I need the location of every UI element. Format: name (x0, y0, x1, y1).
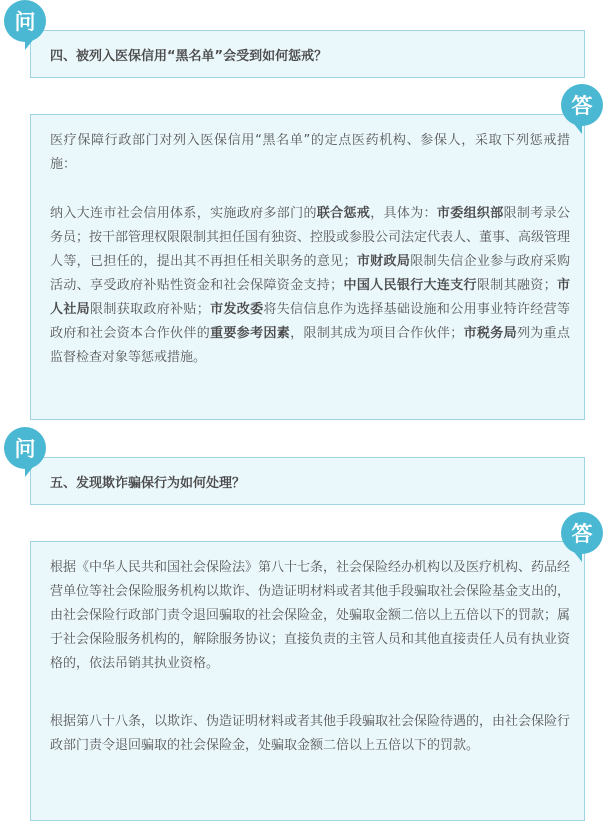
measures-bold-hrss-bureau: 市人社局 (50, 278, 570, 317)
measures-text-3: 限制考录公务员；按干部管理权限限制其担任国有独资、控股或参股公司法定代表人、董事、高级管理人等，已担任的，提出其不再担任相关职务的意见； (50, 206, 571, 269)
measures-text-6: 限制获取政府补贴； (90, 302, 210, 317)
question-badge-label: 问 (14, 10, 36, 34)
question-badge-icon (4, 0, 46, 42)
answer-4-measures (50, 202, 570, 370)
badge-tail (25, 40, 33, 50)
answer-badge-icon (561, 512, 603, 554)
measures-text-4: 限制失信企业参与政府采购活动、享受政府补贴性资金和社会保障资金支持； (50, 254, 570, 293)
measures-bold-joint-punishment: 联合惩戒 (316, 206, 371, 221)
question-badge-label: 问 (14, 437, 36, 461)
question-badge-icon (4, 427, 46, 469)
question-5-title: 五、发现欺诈骗保行为如何处理？ (50, 475, 246, 491)
measures-text-1: 纳入大连市社会信用体系，实施政府多部门的 (50, 206, 317, 221)
badge-tail (574, 124, 582, 134)
badge-tail (25, 467, 33, 477)
measures-text-9: 列为重点监督检查对象等惩戒措施。 (50, 326, 570, 365)
answer-badge-label: 答 (571, 94, 593, 118)
badge-tail (574, 552, 582, 562)
answer-5-box (30, 541, 585, 821)
answer-5-paragraph-1: 根据《中华人民共和国社会保险法》第八十七条，社会保险经办机构以及医疗机构、药品经营单位等社会保险服务机构以欺诈、伪造证明材料或者其他手段骗取社会保险基金支出的，由社会保险行政部门责令退回骗取的社会保险金，处骗取金额二倍以上五倍以下的罚款；属于社会保险服务机构的，解除服务协议；直接负责的主管人员和其他直接责任人员有执业资格的，依法吊销其执业资格。 (50, 560, 571, 671)
answer-5-paragraph-2: 根据第八十八条，以欺诈、伪造证明材料或者其他手段骗取社会保险待遇的，由社会保险行政部门责令退回骗取的社会保险金，处骗取金额二倍以上五倍以下的罚款。 (50, 714, 571, 753)
question-4-title: 四、被列入医保信用“黑名单”会受到如何惩戒？ (50, 48, 328, 64)
measures-text-7: 将失信信息作为选择基础设施和公用事业特许经营等政府和社会资本合作伙伴的 (50, 302, 570, 341)
question-4-box (30, 30, 585, 78)
answer-badge-label: 答 (571, 522, 593, 546)
measures-text-2: ，具体为： (370, 206, 437, 221)
measures-bold-pboc-dalian: 中国人民银行大连支行 (343, 278, 477, 293)
measures-bold-key-factor: 重要参考因素 (210, 326, 291, 341)
measures-text-5: 限制其融资； (476, 278, 557, 293)
answer-badge-icon (561, 84, 603, 126)
answer-4-intro: 医疗保障行政部门对列入医保信用“黑名单”的定点医药机构、参保人，采取下列惩戒措施： (50, 133, 570, 172)
measures-bold-tax-bureau: 市税务局 (463, 326, 517, 341)
measures-text-8: ，限制其成为项目合作伙伴； (290, 326, 464, 341)
answer-4-box (30, 114, 585, 420)
question-5-box (30, 457, 585, 505)
measures-bold-ndrc: 市发改委 (209, 302, 264, 317)
measures-bold-organization-dept: 市委组织部 (436, 206, 504, 221)
measures-bold-finance-bureau: 市财政局 (356, 254, 411, 269)
